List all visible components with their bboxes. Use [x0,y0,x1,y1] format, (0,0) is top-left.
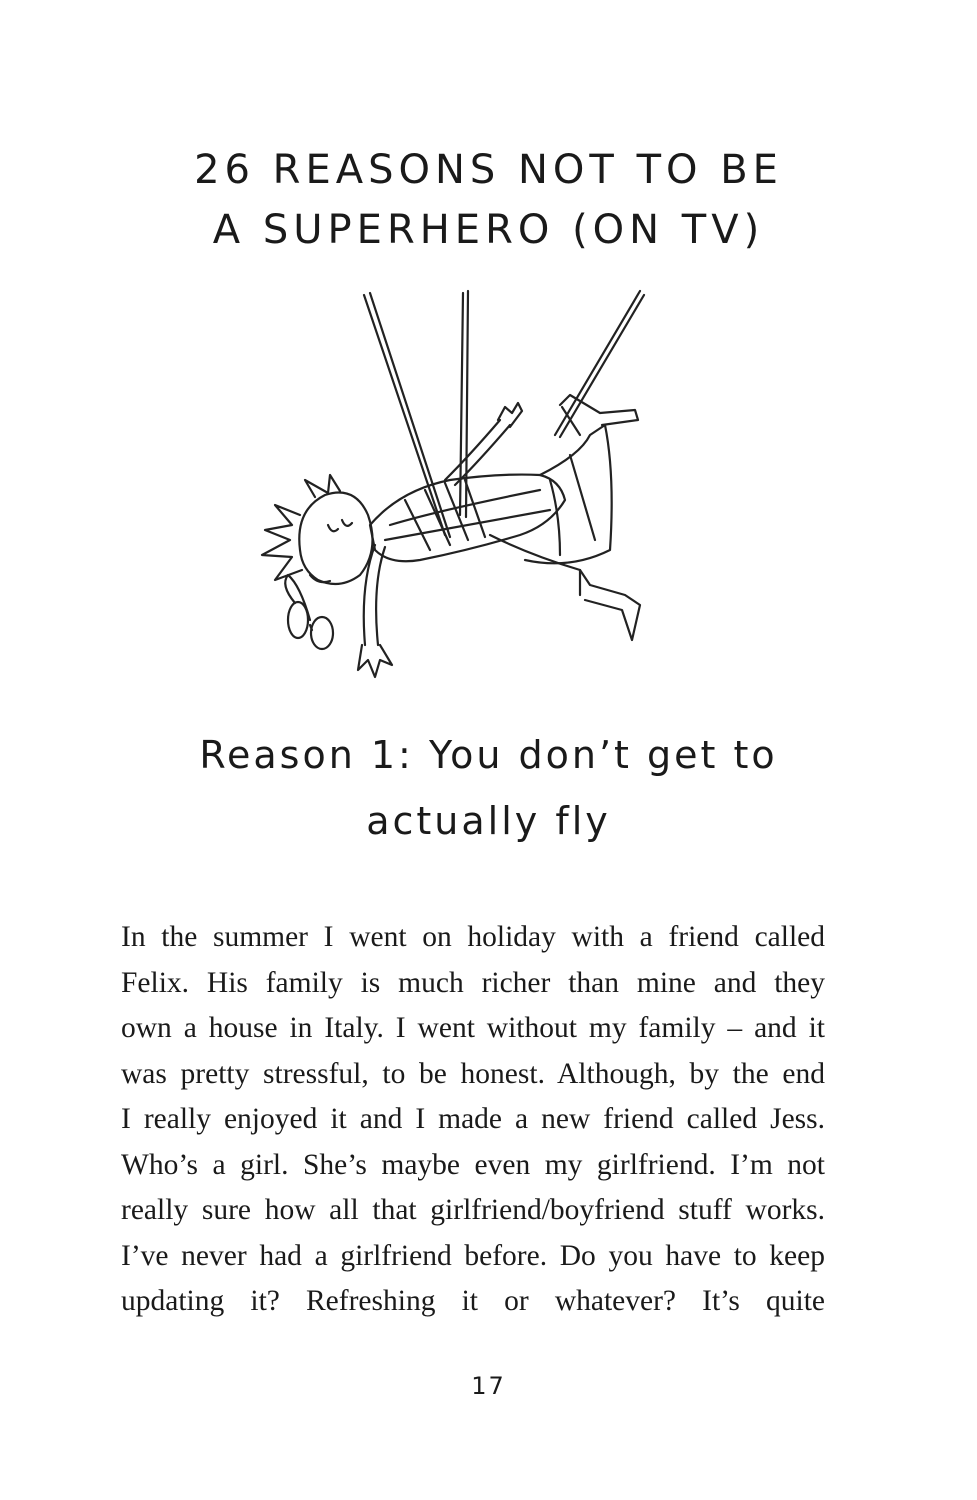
reason-heading [0,722,977,854]
reason-heading-line-1: Reason 1: You don’t get to [199,733,778,777]
body-line: I really enjoyed it and I made a new friend called Jess. [121,1103,825,1135]
reason-heading-line-2: actually fly [366,799,611,843]
body-line: Felix. His family is much richer than mine and they [121,966,825,999]
torso [370,475,565,562]
body-line: really sure how all that girlfriend/boyfriend stuff works. [121,1194,825,1226]
body-line: updating it? Refreshing it or whatever? It’s quite [121,1285,825,1317]
body-line: Who’s a girl. She’s maybe even my girlfriend. I’m not [121,1148,825,1181]
hanging-arm [358,545,392,677]
chapter-title [0,140,977,260]
raised-arm [445,403,522,485]
body-line: I’ve never had a girlfriend before. Do you have to keep [121,1239,825,1272]
head [262,475,373,584]
body-line: own a house in Italy. I went without my family – and it [121,1012,825,1044]
chapter-title-line-2: A SUPERHERO (ON TV) [212,207,765,253]
page-number: 17 [471,1372,506,1400]
falling-goggles [285,575,333,649]
chapter-title-line-1: 26 REASONS NOT TO BE [194,147,783,193]
body-paragraph [121,915,825,1325]
body-line: was pretty stressful, to be honest. Although, by the end [121,1057,825,1090]
body-line: In the summer I went on holiday with a friend called [121,921,825,953]
boy-on-wires-illustration [240,285,680,690]
